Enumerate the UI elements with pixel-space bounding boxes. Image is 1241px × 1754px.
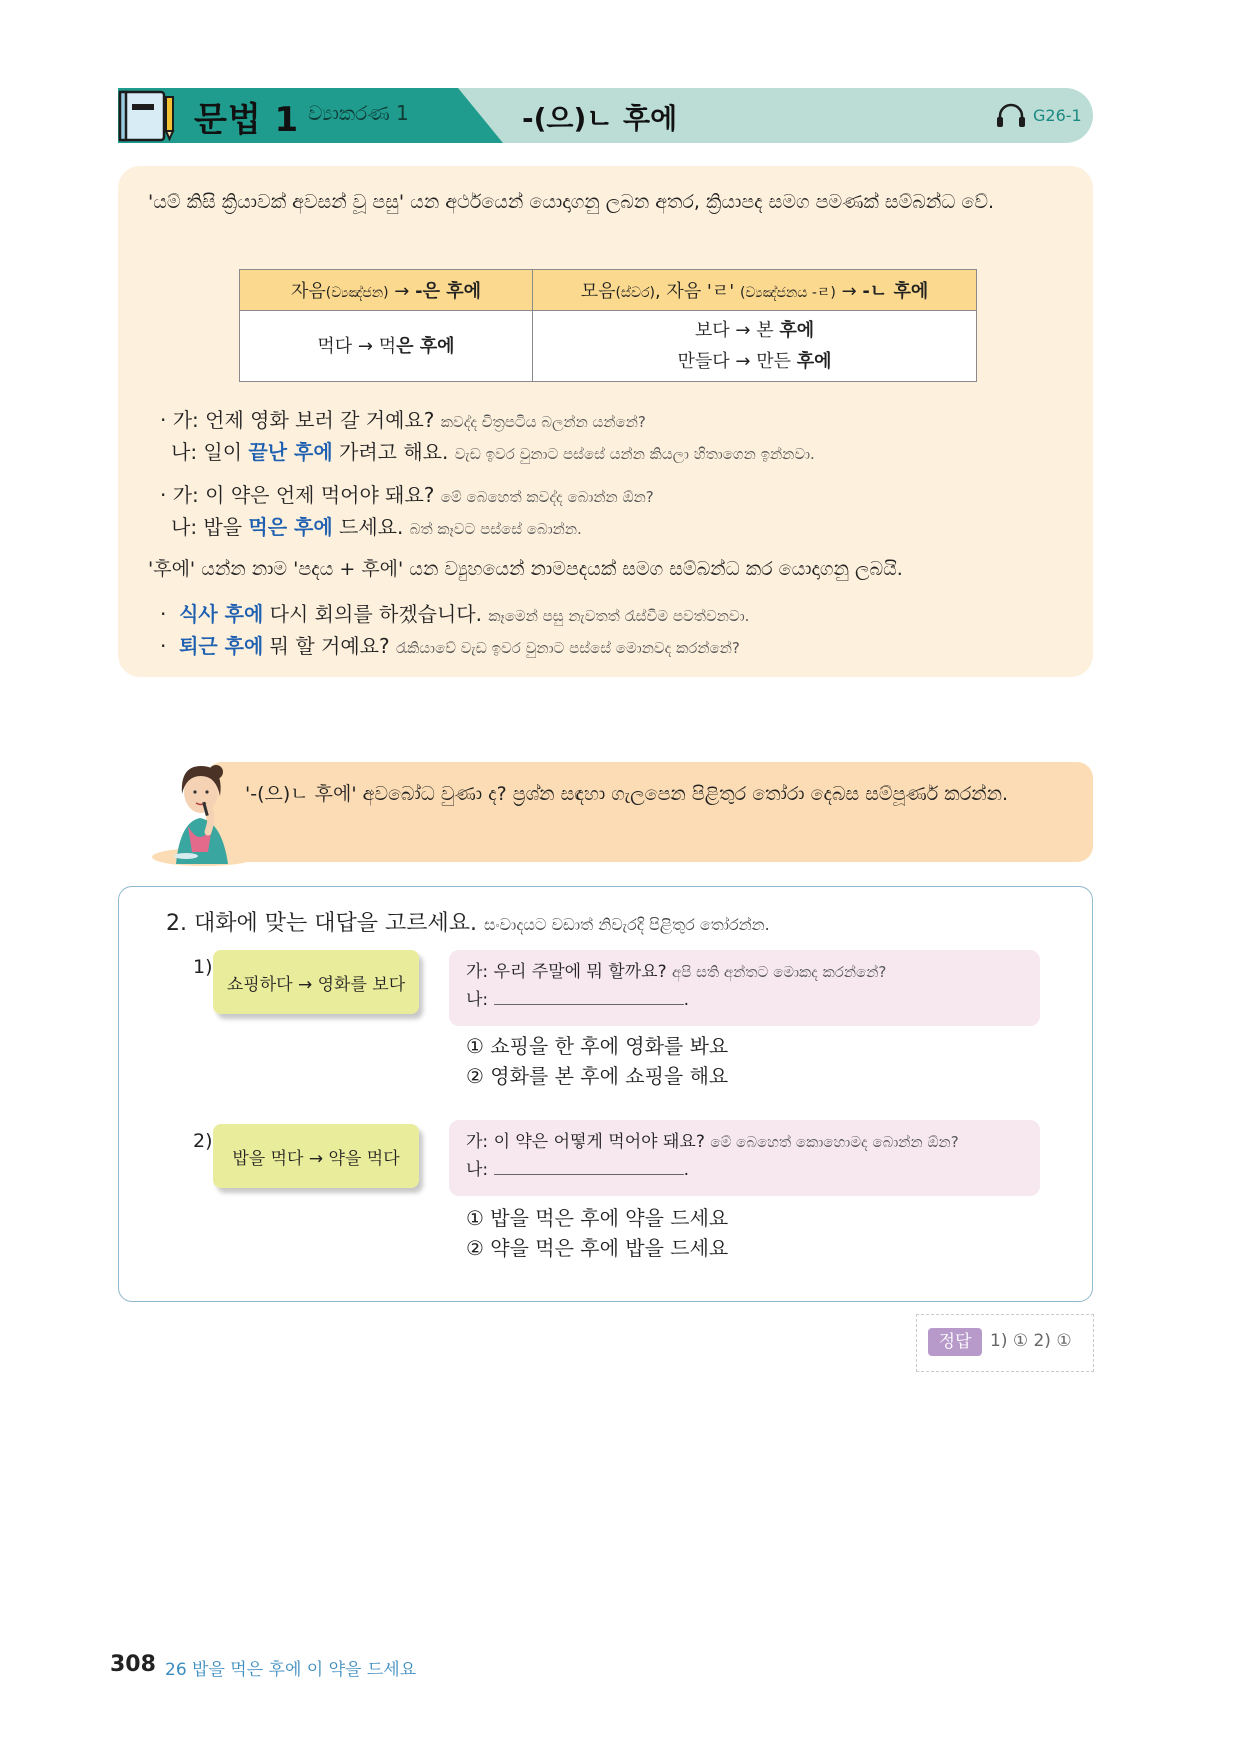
question-2-answer-line: 나: .: [466, 1156, 959, 1184]
table-header-consonant: 자음(ව්‍යඤ්ජන) → -은 후에: [240, 270, 533, 311]
choice-option[interactable]: ① 쇼핑을 한 후에 영화를 봐요: [466, 1034, 729, 1058]
exercise-title: 2. 대화에 맞는 대답을 고르세요. සංවාදයට වඩාත් නිවැරදි පිළිතුර තෝරන්න.: [166, 911, 770, 936]
example-2-question: · 가: 이 약은 언제 먹어야 돼요? මේ බෙහෙත් කවද්ද බොන්න ඕන?: [160, 483, 654, 507]
example-1-answer: 나: 일이 끝난 후에 가려고 해요. වැඩ ඉවර වුනාට පස්සේ යන්න කියලා හිතාගෙන ඉන්නවා.: [171, 440, 815, 464]
choice-option[interactable]: ② 약을 먹은 후에 밥을 드세요: [466, 1236, 729, 1260]
chapter-title: 26 밥을 먹은 후에 이 약을 드세요: [165, 1660, 417, 1680]
grammar-explanation-text: 'යම් කිසි ක්‍රියාවක් අවසන් වූ පසු' යන අර්ථයෙන් යොදාගනු ලබන අතර, ක්‍රියාපද සමග පමණක් සම්බන්ධ වේ.: [148, 191, 995, 213]
grammar-number-sinhala: ව්‍යාකරණ 1: [308, 101, 409, 125]
book-icon: [118, 89, 176, 143]
tip-box: [206, 762, 1093, 862]
question-2-number: 2): [193, 1130, 213, 1152]
audio-track-code[interactable]: G26-1: [1033, 106, 1082, 125]
answer-blank[interactable]: [494, 1156, 684, 1175]
tip-text: '-(으)ㄴ 후에' අවබෝධ වුණා ද? ප්‍රශ්න සඳහා ගැලපෙන පිළිතුර තෝරා දෙබස සම්පූර්ණ කරන්න.: [245, 783, 1009, 805]
question-1-question-line: 가: 우리 주말에 뭐 할까요? අපි සති අන්තට මොකද කරන්නේ?: [466, 962, 887, 982]
answer-key-badge: 정답: [928, 1328, 982, 1356]
noun-example-2: · 퇴근 후에 뭐 할 거예요? රැකියාවේ වැඩ ඉවර වුනාට පස්සේ මොනවද කරන්නේ?: [160, 634, 740, 658]
example-2-answer: 나: 밥을 먹은 후에 드세요. බත් කෑවට පස්සේ බොන්න.: [171, 515, 582, 539]
grammar-number-label: 문법 1: [194, 100, 300, 140]
table-header-vowel: 모음(ස්වර), 자음 'ㄹ' (ව්‍යඤ්ජනය -ㄹ) → -ㄴ 후에: [533, 270, 977, 311]
noun-usage-rule: '후에' යන්න නාම 'පදය + 후에' යන ව්‍යුහයෙන් නාමපදයක් සමග සම්බන්ධ කර යොදාගනු ලබයි.: [148, 558, 903, 580]
question-1-answer-line: 나: .: [466, 986, 886, 1014]
page-number: 308: [110, 1652, 156, 1677]
question-2-choices: [466, 1203, 728, 1263]
question-2-prompt-card: 밥을 먹다 → 약을 먹다: [213, 1124, 419, 1188]
question-1-prompt-card: 쇼핑하다 → 영화를 보다: [213, 950, 419, 1014]
answer-key-text: 1) ① 2) ①: [990, 1331, 1072, 1351]
table-cell-line: 만들다 → 만든 후에: [677, 351, 832, 372]
choice-option[interactable]: ② 영화를 본 후에 쇼핑을 해요: [466, 1064, 729, 1088]
table-cell-vowel-examples: [533, 311, 977, 382]
question-1-dialog: [466, 958, 886, 1014]
example-1-question: · 가: 언제 영화 보러 갈 거예요? කවද්ද චිත්‍රපටිය බලන්න යන්නේ?: [160, 408, 646, 432]
grammar-title: -(으)ㄴ 후에: [522, 102, 678, 135]
question-1-choices: [466, 1031, 728, 1091]
noun-example-1: · 식사 후에 다시 회의를 하겠습니다. කෑමෙන් පසු නැවතත් රැස්වීම පවත්වනවා.: [160, 602, 750, 626]
teacher-illustration: [146, 752, 254, 866]
conjugation-table: [239, 269, 977, 382]
table-cell-consonant-example: 먹다 → 먹은 후에: [240, 311, 533, 382]
choice-option[interactable]: ① 밥을 먹은 후에 약을 드세요: [466, 1206, 729, 1230]
answer-blank[interactable]: [494, 986, 684, 1005]
question-2-dialog: [466, 1128, 959, 1184]
headphones-icon[interactable]: [996, 102, 1026, 128]
question-1-number: 1): [193, 956, 213, 978]
table-cell-line: 보다 → 본 후에: [694, 320, 815, 341]
question-2-question-line: 가: 이 약은 어떻게 먹어야 돼요? මේ බෙහෙත් කොහොමද බොන්න ඕන?: [466, 1132, 959, 1152]
